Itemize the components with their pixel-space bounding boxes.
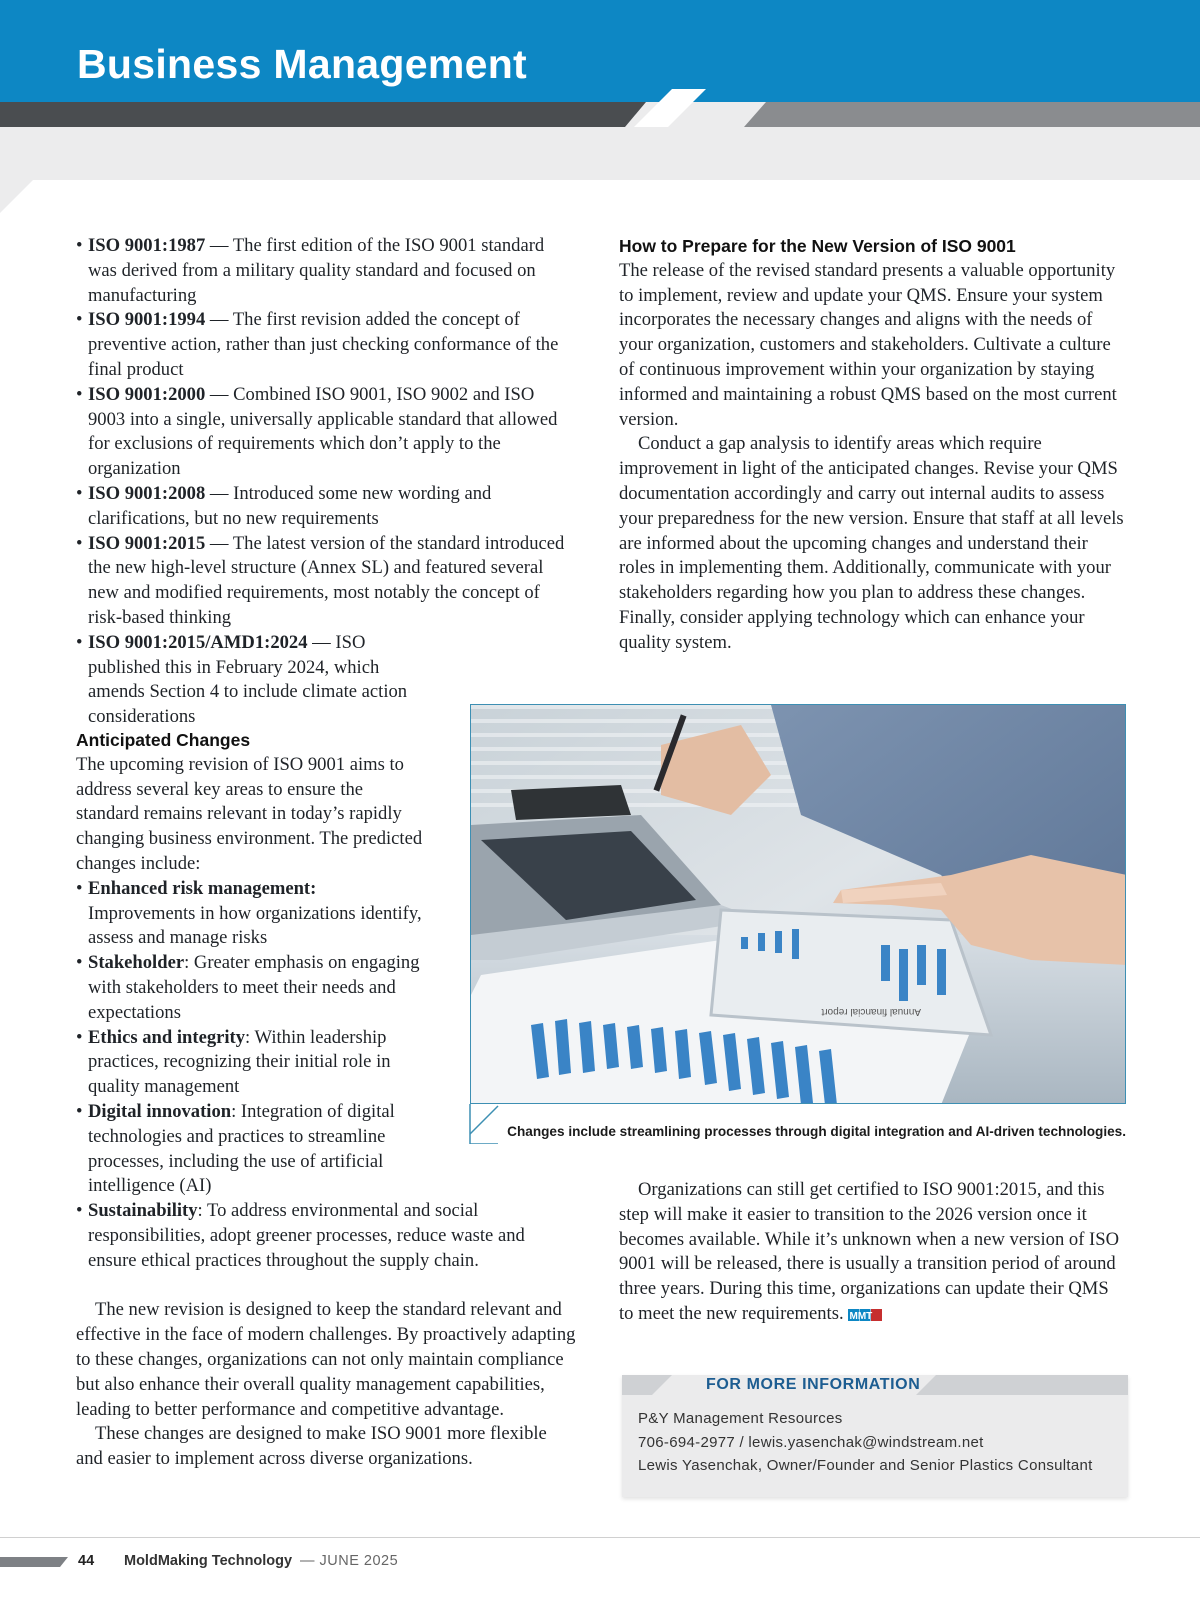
list-item: • Sustainability: To address environmental and social responsibilities, adopt greener processes, reduce waste and ensure ethical practices throughout the supply chain. bbox=[76, 1199, 576, 1273]
info-contact-line: 706-694-2977 / lewis.yasenchak@windstream.net bbox=[638, 1434, 984, 1451]
iso-history-list bbox=[76, 234, 576, 730]
info-email[interactable]: lewis.yasenchak@windstream.net bbox=[748, 1434, 984, 1451]
list-item: • ISO 9001:2008 — Introduced some new wording and clarifications, but no new requirements bbox=[76, 482, 576, 532]
info-phone: 706-694-2977 bbox=[638, 1434, 736, 1451]
page-number: 44 bbox=[78, 1553, 95, 1569]
footer-bar-graphic bbox=[0, 1557, 70, 1569]
anticipated-changes-heading: Anticipated Changes bbox=[76, 730, 251, 750]
svg-text:MMT: MMT bbox=[849, 1310, 872, 1321]
header-graphic bbox=[0, 0, 1200, 180]
list-item: • ISO 9001:1994 — The first revision added the concept of preventive action, rather than just checking conformance of the final product bbox=[76, 308, 576, 382]
page-footer bbox=[0, 1537, 1200, 1577]
info-box-heading: FOR MORE INFORMATION bbox=[706, 1376, 921, 1393]
tablet-report-label: Annual financial report bbox=[821, 1006, 921, 1017]
list-item: • ISO 9001:2015/AMD1:2024 — ISO published this in February 2024, which amends Section 4 to include climate action considerations bbox=[76, 631, 440, 730]
anticipated-intro: The upcoming revision of ISO 9001 aims to address several key areas to ensure the standard remains relevant in today’s rapidly changing business environment. The predicted changes include: bbox=[76, 753, 423, 874]
list-item: • ISO 9001:2015 — The latest version of the standard introduced the new high-level structure (Annex SL) and featured several new and modified requirements, most notably the concept of risk-based thinking bbox=[76, 532, 576, 631]
list-item: • ISO 9001:1987 — The first edition of the ISO 9001 standard was derived from a military quality standard and focused on manufacturing bbox=[76, 234, 576, 308]
prepare-section bbox=[619, 234, 1124, 656]
list-item: • ISO 9001:2000 — Combined ISO 9001, ISO 9002 and ISO 9003 into a single, universally applicable standard that allowed for exclusions of requirements which don’t apply to the organization bbox=[76, 383, 576, 482]
prepare-paragraph-1: The release of the revised standard presents a valuable opportunity to implement, review and update your QMS. Ensure your system incorporates the necessary changes and aligns with the needs of your organization, customers and stakeholders. Cultivate a culture of continuous improvement within your organization by staying informed and maintaining a robust QMS based on the most current version. bbox=[619, 259, 1117, 430]
photo-illustration bbox=[471, 705, 1126, 1104]
anticipated-paragraph-2: These changes are designed to make ISO 9001 more flexible and easier to implement across diverse organizations. bbox=[76, 1423, 547, 1470]
closing-paragraph: Organizations can still get certified to ISO 9001:2015, and this step will make it easier to transition to the 2026 version once it becomes available. While it’s unknown when a new version of ISO 9001 will be released, there is usually a transition period of around three years. During this time, organizations can update their QMS to meet the new requirements. MMT bbox=[619, 1179, 1120, 1324]
section-header bbox=[0, 0, 1200, 180]
photo-caption: Changes include streamlining processes through digital integration and AI-driven technologies. bbox=[507, 1124, 1126, 1139]
section-title: Business Management bbox=[77, 41, 527, 87]
prepare-paragraph-2: Conduct a gap analysis to identify areas which require improvement in light of the anticipated changes. Revise your QMS documentation accordingly and carry out internal audits to assess your preparedness for the new version. Ensure that staff at all levels are informed about the upcoming changes and understand their roles in implementing them. Additionally, communicate with your stakeholders regarding how you plan to address these changes. Finally, consider applying technology which can enhance your quality system. bbox=[619, 433, 1124, 653]
mmt-end-mark bbox=[848, 1309, 882, 1321]
footer-rule bbox=[0, 1537, 1200, 1538]
magazine-name: MoldMaking Technology bbox=[124, 1553, 293, 1569]
anticipated-paragraph-1: The new revision is designed to keep the standard relevant and effective in the face of modern challenges. By proactively adapting to these changes, organizations can not only maintain compliance but also enhance their overall quality management capabilities, leading to better performance and competitive advantage. bbox=[76, 1299, 576, 1420]
prepare-heading: How to Prepare for the New Version of ISO 9001 bbox=[619, 236, 1016, 256]
list-item: • Stakeholder: Greater emphasis on engaging with stakeholders to meet their needs and expectations bbox=[76, 951, 428, 1025]
header-corner-notch bbox=[0, 178, 40, 218]
photo-tablet-chart bbox=[470, 704, 1126, 1104]
list-item: • Ethics and integrity: Within leadership practices, recognizing their initial role in quality management bbox=[76, 1026, 428, 1100]
closing-section bbox=[619, 1178, 1124, 1327]
list-item: • Digital innovation: Integration of digital technologies and practices to streamline processes, including the use of artificial intelligence (AI) bbox=[76, 1100, 428, 1199]
info-company: P&Y Management Resources bbox=[638, 1410, 843, 1427]
info-person: Lewis Yasenchak, Owner/Founder and Senior Plastics Consultant bbox=[638, 1457, 1093, 1474]
list-item: • Enhanced risk management: Improvements in how organizations identify, assess and manage risks bbox=[76, 877, 423, 951]
issue-date: — JUNE 2025 bbox=[300, 1553, 399, 1569]
more-info-box bbox=[622, 1375, 1128, 1497]
